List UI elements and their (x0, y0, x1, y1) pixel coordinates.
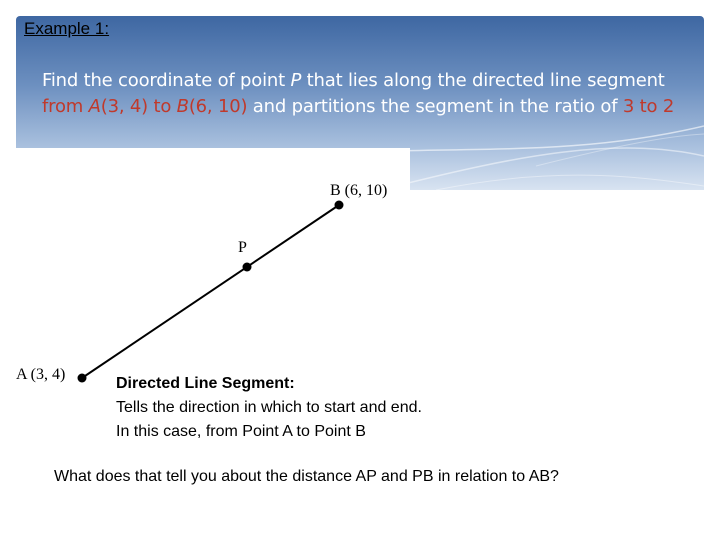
point-a-dot (78, 374, 87, 383)
problem-ratio: 3 to 2 (622, 96, 675, 117)
problem-b-letter: B (176, 96, 189, 117)
problem-a-coords: (3, 4) (100, 96, 148, 117)
problem-from-text: from (42, 96, 89, 117)
problem-part3: and partitions the segment in the ratio of (247, 96, 623, 117)
point-a-label: A (3, 4) (16, 366, 66, 383)
point-b-label: B (6, 10) (330, 182, 388, 199)
definition-line-1: Tells the direction in which to start and end. (116, 399, 422, 416)
definition-box (116, 372, 676, 444)
question-text: What does that tell you about the distance AP and PB in relation to AB? (54, 468, 559, 485)
problem-a-letter: A (88, 96, 101, 117)
problem-part2: that lies along the directed line segment (301, 70, 665, 91)
point-p-dot (243, 263, 252, 272)
point-p-label: P (238, 239, 247, 256)
point-b-dot (335, 201, 344, 210)
example-title: Example 1: (24, 19, 110, 38)
segment-ab (82, 205, 339, 378)
problem-part1: Find the coordinate of point (42, 70, 291, 91)
definition-line-2: In this case, from Point A to Point B (116, 423, 366, 440)
problem-b-coords: (6, 10) (188, 96, 248, 117)
problem-to-text: to (147, 96, 177, 117)
definition-title: Directed Line Segment: (116, 375, 295, 392)
problem-p-letter: P (290, 70, 302, 91)
